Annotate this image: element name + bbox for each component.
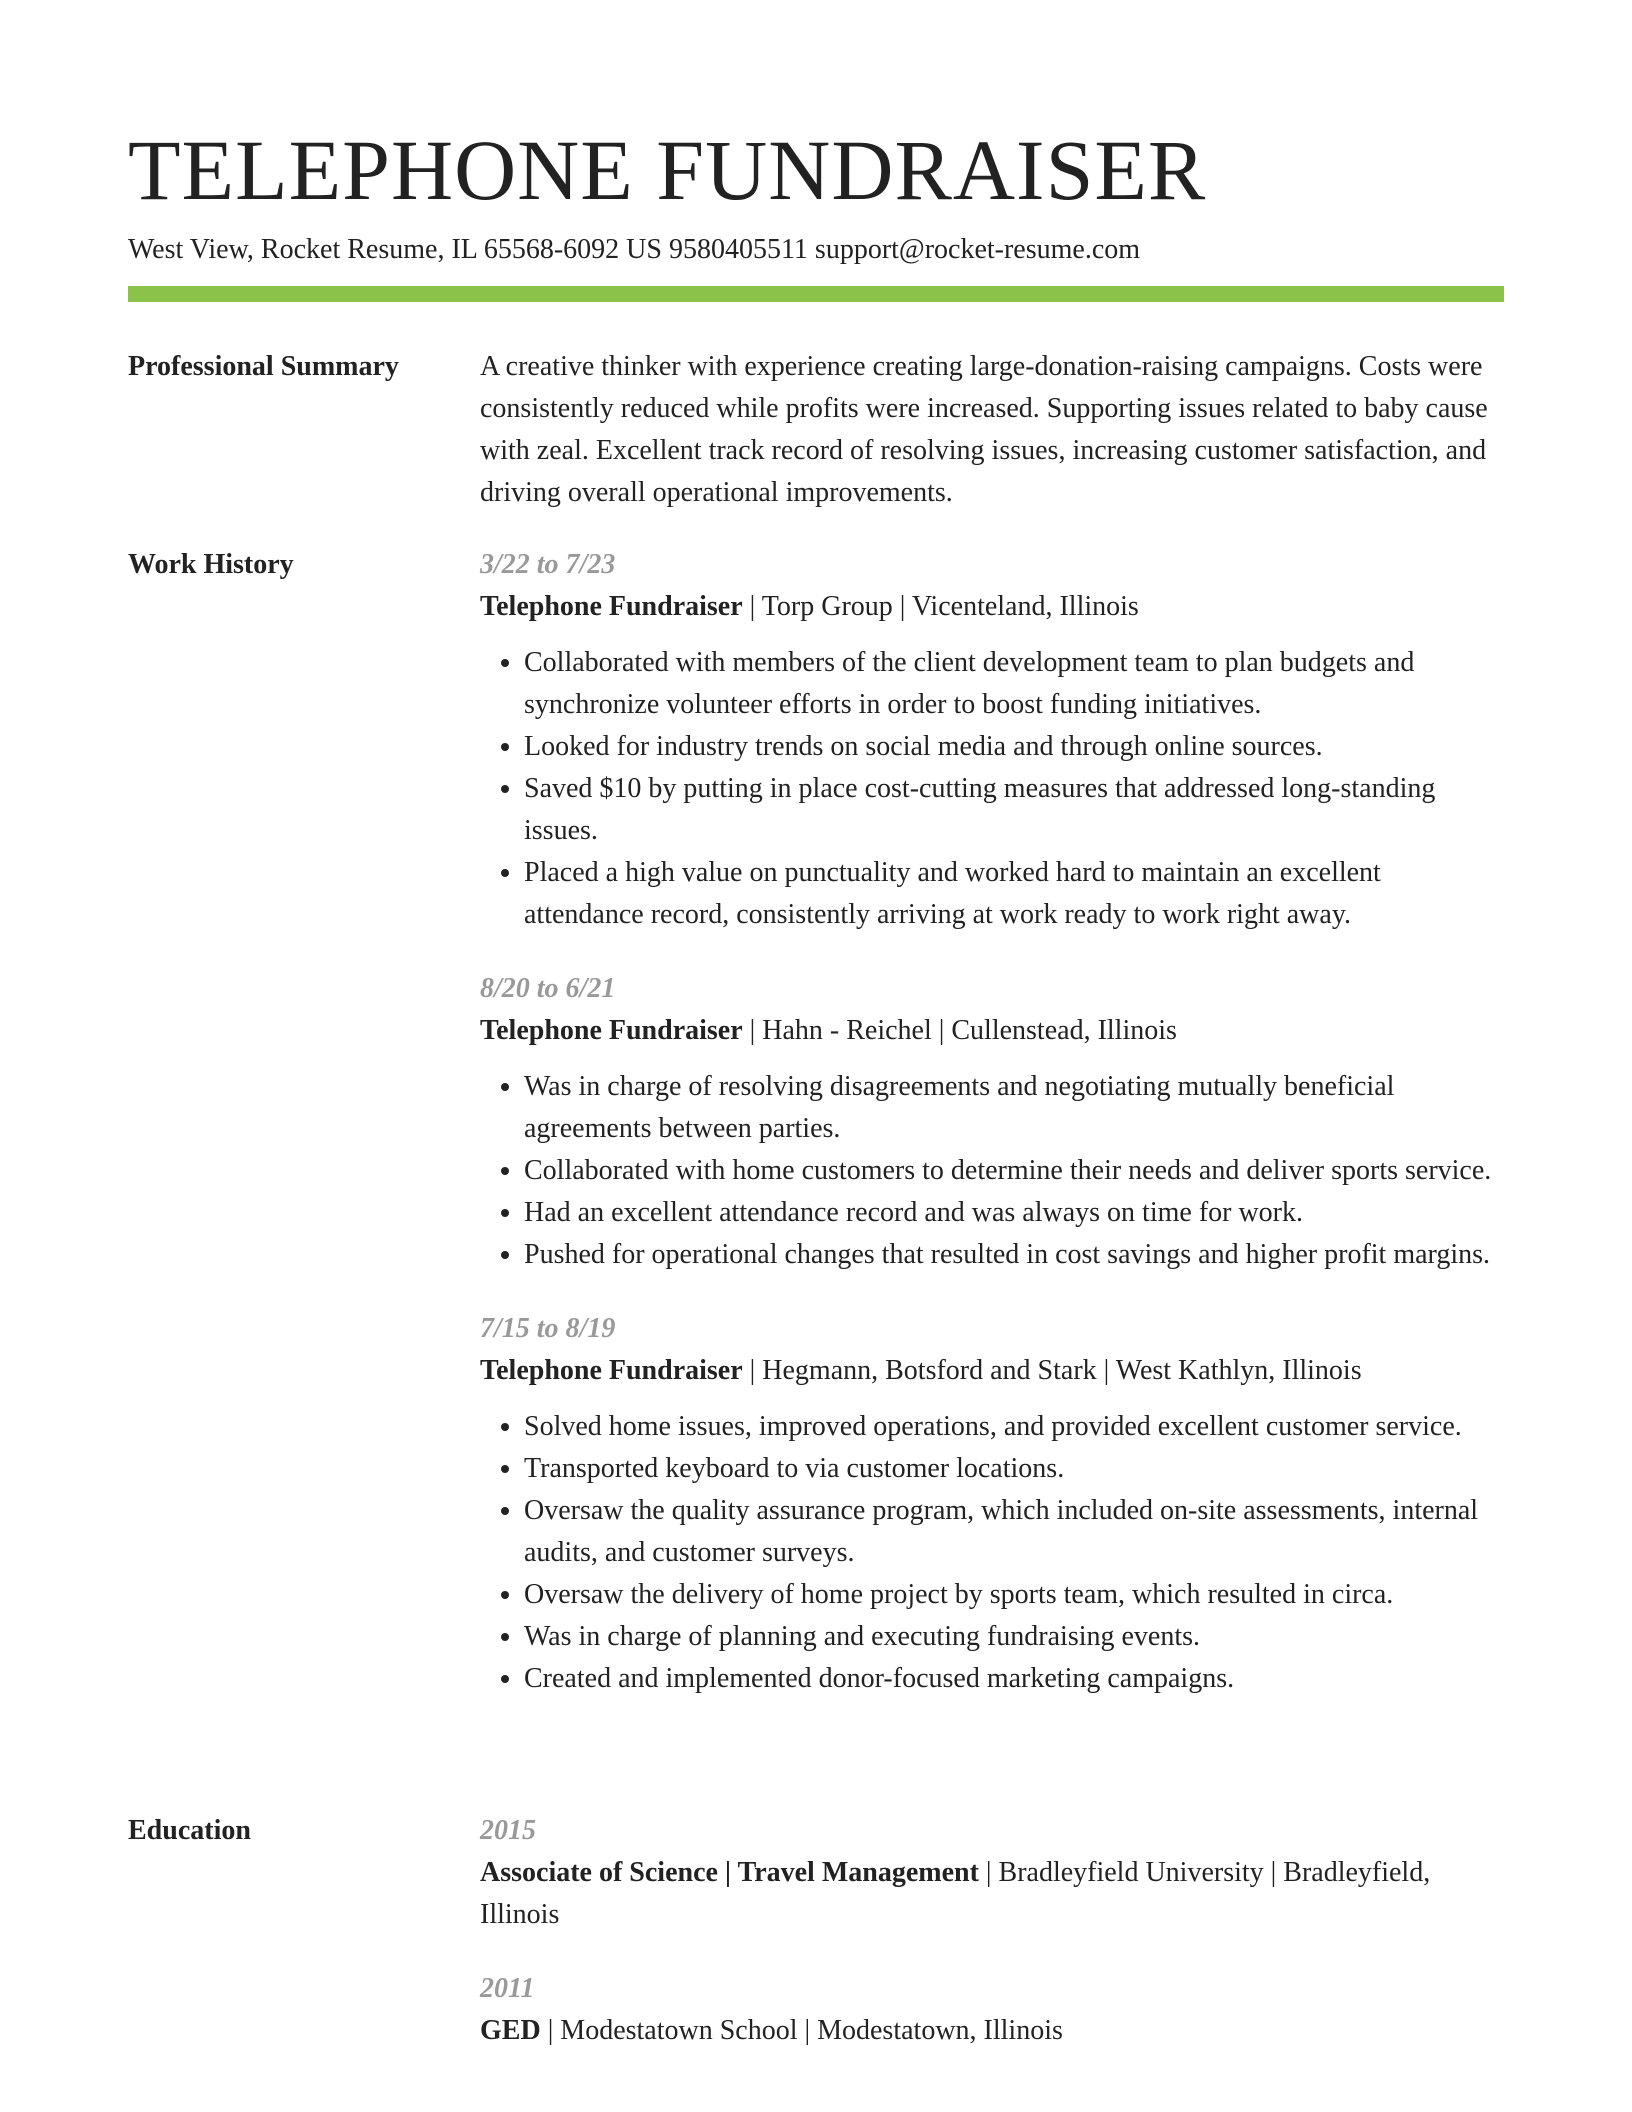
work-history-label: Work History xyxy=(128,549,294,580)
education-section xyxy=(128,1810,1504,2084)
resume-header xyxy=(128,118,1504,268)
list-item: • Was in charge of planning and executing fundraising events. xyxy=(524,1616,1504,1658)
summary-section xyxy=(128,346,1504,514)
education-details: | Bradleyfield University | Bradleyfield, Illinois xyxy=(480,1857,1431,1930)
header-divider xyxy=(128,286,1504,302)
summary-text: A creative thinker with experience creating large-donation-raising campaigns. Costs were consistently reduced while profits were increased. Supporting issues related to baby cause with zeal. Excellent track record of resolving issues, increasing customer satisfaction, and driving overall operational improvements. xyxy=(480,351,1488,508)
list-item: • Transported keyboard to via customer locations. xyxy=(524,1448,1504,1490)
list-item: • Saved $10 by putting in place cost-cutting measures that addressed long-standing issues. xyxy=(524,768,1504,852)
job-entry xyxy=(480,544,1504,936)
list-item: • Was in charge of resolving disagreements and negotiating mutually beneficial agreements between parties. xyxy=(524,1066,1504,1150)
job-details: | Hahn - Reichel | Cullenstead, Illinois xyxy=(742,1015,1177,1046)
job-entry xyxy=(480,1308,1504,1700)
list-item: • Looked for industry trends on social media and through online sources. xyxy=(524,726,1504,768)
job-dates: 7/15 to 8/19 xyxy=(480,1313,616,1344)
education-line xyxy=(480,1852,1504,1936)
education-degree: Associate of Science | Travel Management xyxy=(480,1857,979,1888)
education-year: 2011 xyxy=(480,1973,535,2004)
list-item: • Oversaw the delivery of home project by sports team, which resulted in circa. xyxy=(524,1574,1504,1616)
job-entry xyxy=(480,968,1504,1276)
list-item: • Collaborated with members of the client development team to plan budgets and synchronize volunteer efforts in order to boost funding initiatives. xyxy=(524,642,1504,726)
job-title: Telephone Fundraiser xyxy=(480,591,743,622)
list-item: • Solved home issues, improved operations, and provided excellent customer service. xyxy=(524,1406,1504,1448)
job-title: Telephone Fundraiser xyxy=(480,1015,743,1046)
job-details: | Hegmann, Botsford and Stark | West Kathlyn, Illinois xyxy=(742,1355,1362,1386)
work-history-section xyxy=(128,544,1504,1732)
education-year: 2015 xyxy=(480,1815,536,1846)
summary-label: Professional Summary xyxy=(128,351,399,382)
job-line xyxy=(480,1350,1504,1392)
list-item: • Oversaw the quality assurance program, which included on-site assessments, internal audits, and customer surveys. xyxy=(524,1490,1504,1574)
education-entry xyxy=(480,1968,1504,2052)
job-line xyxy=(480,586,1504,628)
education-details: | Modestatown School | Modestatown, Illinois xyxy=(540,2015,1063,2046)
candidate-name: TELEPHONE FUNDRAISER xyxy=(128,122,1207,218)
job-dates: 3/22 to 7/23 xyxy=(480,549,616,580)
job-dates: 8/20 to 6/21 xyxy=(480,973,616,1004)
education-label: Education xyxy=(128,1815,251,1846)
list-item: • Pushed for operational changes that resulted in cost savings and higher profit margins. xyxy=(524,1234,1504,1276)
list-item: • Created and implemented donor-focused marketing campaigns. xyxy=(524,1658,1504,1700)
job-title: Telephone Fundraiser xyxy=(480,1355,743,1386)
job-line xyxy=(480,1010,1504,1052)
job-bullets xyxy=(480,1406,1504,1700)
list-item: • Placed a high value on punctuality and worked hard to maintain an excellent attendance record, consistently arriving at work ready to work right away. xyxy=(524,852,1504,936)
job-bullets xyxy=(480,1066,1504,1276)
education-entry xyxy=(480,1810,1504,1936)
job-details: | Torp Group | Vicenteland, Illinois xyxy=(742,591,1139,622)
list-item: • Collaborated with home customers to determine their needs and deliver sports service. xyxy=(524,1150,1504,1192)
job-bullets xyxy=(480,642,1504,936)
education-degree: GED xyxy=(480,2015,541,2046)
list-item: • Had an excellent attendance record and was always on time for work. xyxy=(524,1192,1504,1234)
contact-line: West View, Rocket Resume, IL 65568-6092 US 9580405511 support@rocket-resume.com xyxy=(128,234,1141,265)
education-line xyxy=(480,2010,1504,2052)
